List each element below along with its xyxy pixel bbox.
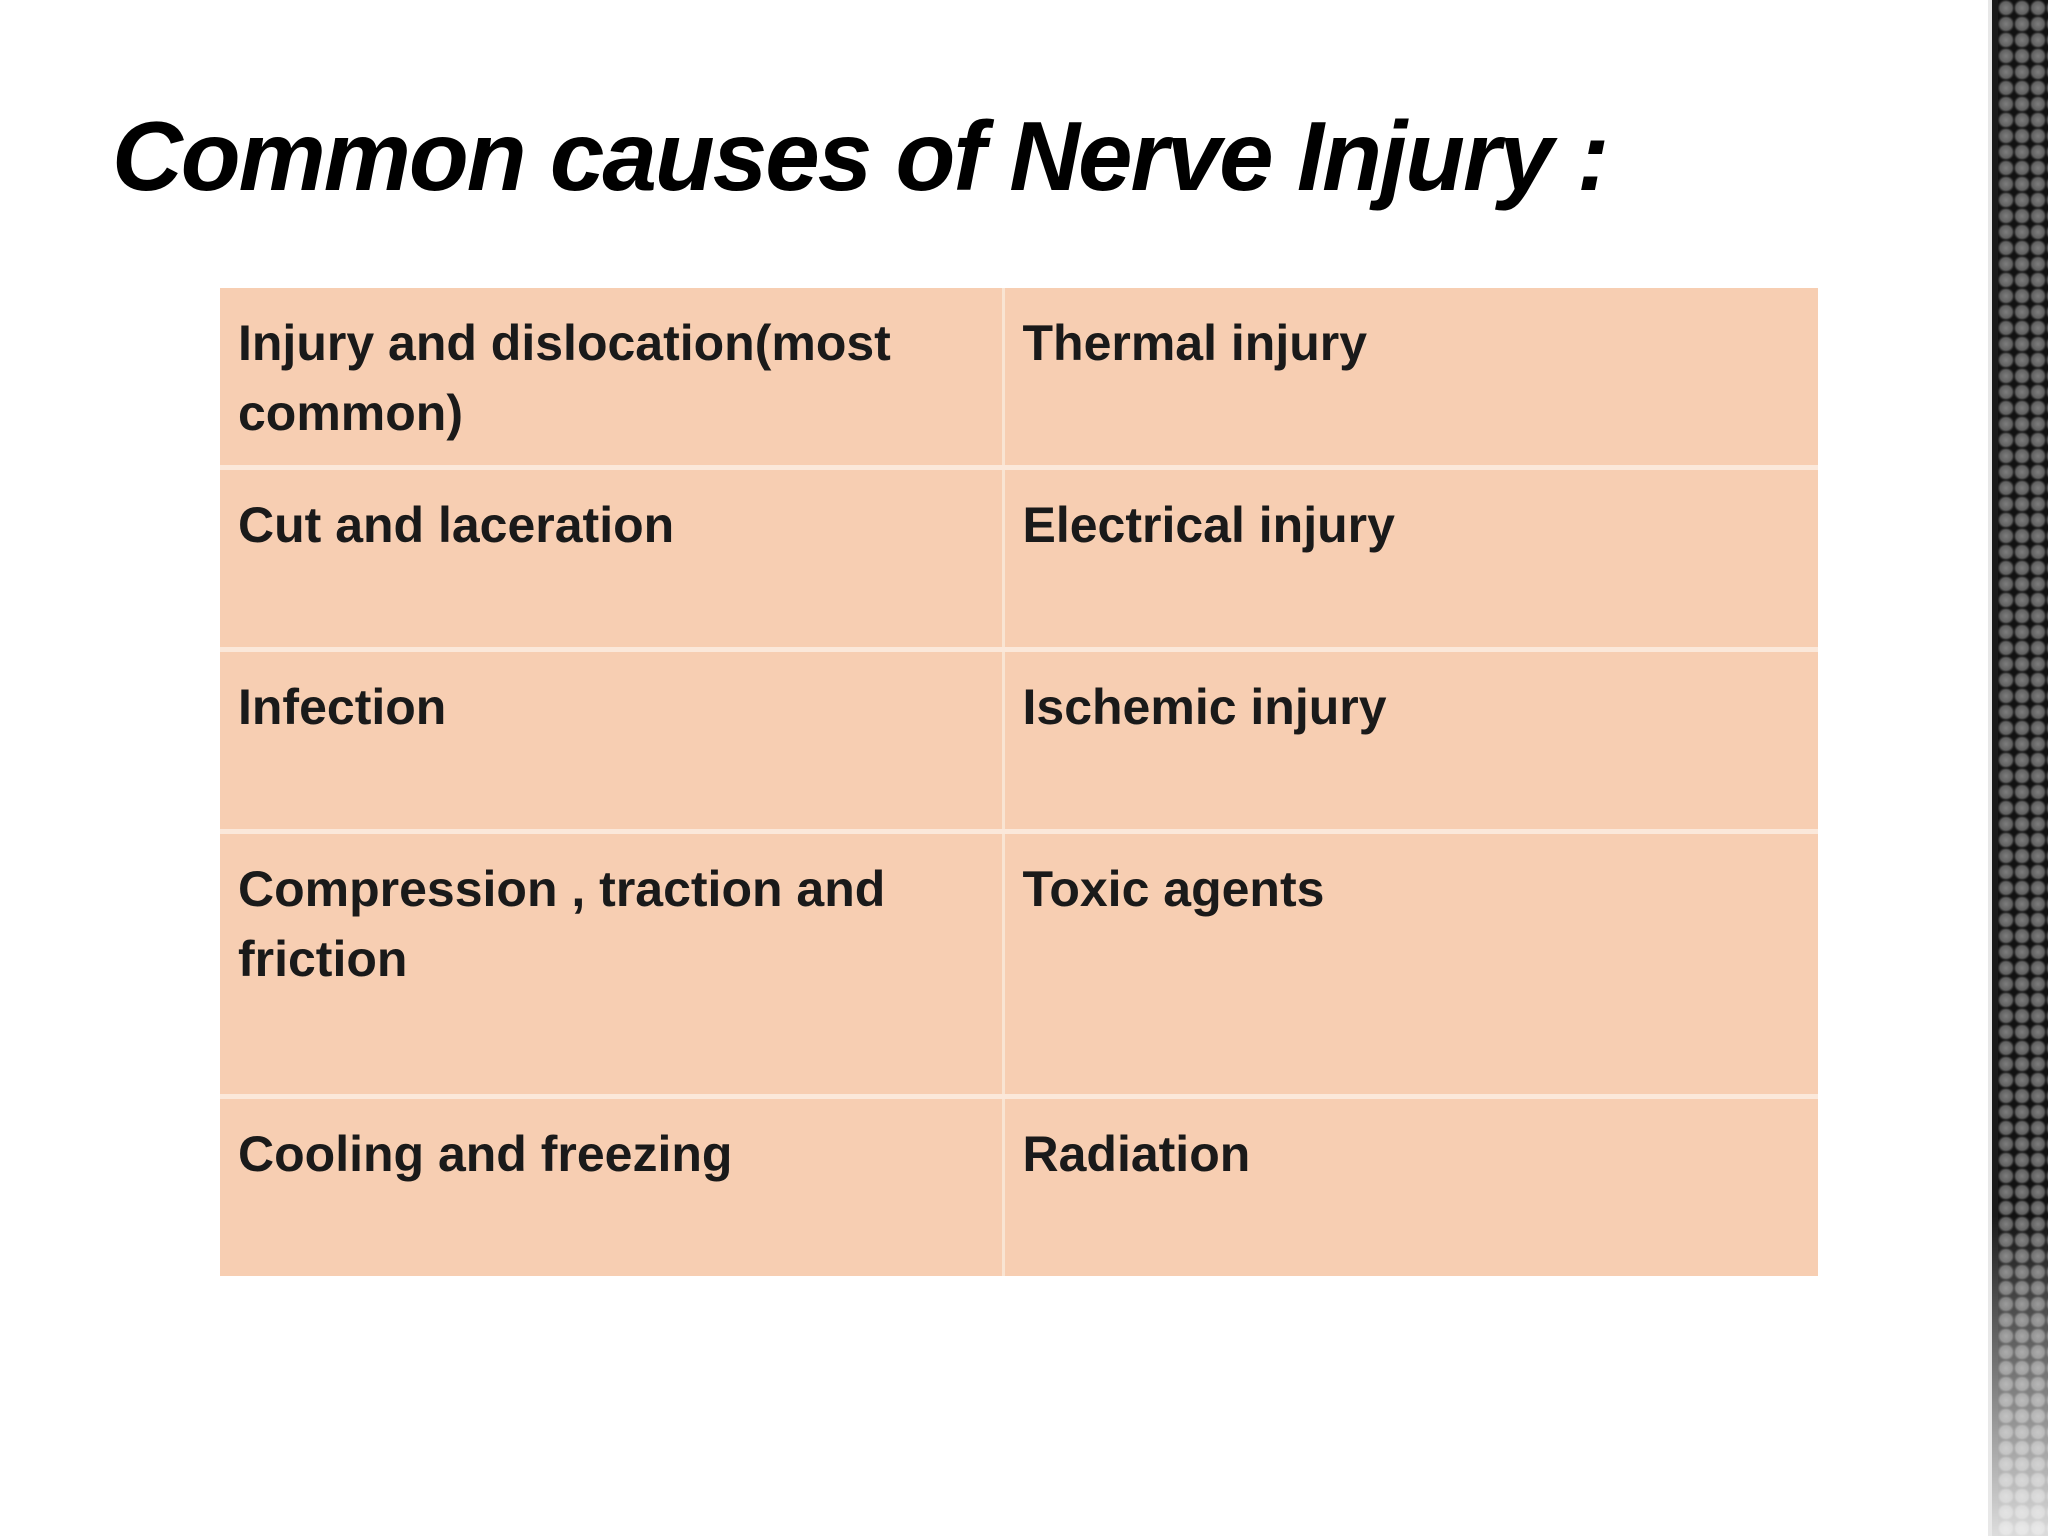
- table-cell: Cut and laceration: [220, 468, 1003, 650]
- table-row: [220, 832, 1818, 1097]
- table-cell: Injury and dislocation(most common): [220, 288, 1003, 468]
- table-cell: Cooling and freezing: [220, 1097, 1003, 1277]
- table-cell: Compression , traction and friction: [220, 832, 1003, 1097]
- causes-table: [220, 288, 1818, 1276]
- table-cell: Infection: [220, 650, 1003, 832]
- decorative-side-panel: [1988, 0, 2048, 1536]
- side-panel-fade: [1992, 1216, 2048, 1536]
- table-cell: Toxic agents: [1003, 832, 1818, 1097]
- table-cell: Radiation: [1003, 1097, 1818, 1277]
- table-row: [220, 288, 1818, 468]
- slide-title: Common causes of Nerve Injury :: [112, 101, 1608, 211]
- table-cell: Ischemic injury: [1003, 650, 1818, 832]
- table-cell: Electrical injury: [1003, 468, 1818, 650]
- table-row: [220, 468, 1818, 650]
- table-cell: Thermal injury: [1003, 288, 1818, 468]
- table-row: [220, 650, 1818, 832]
- table-row: [220, 1097, 1818, 1277]
